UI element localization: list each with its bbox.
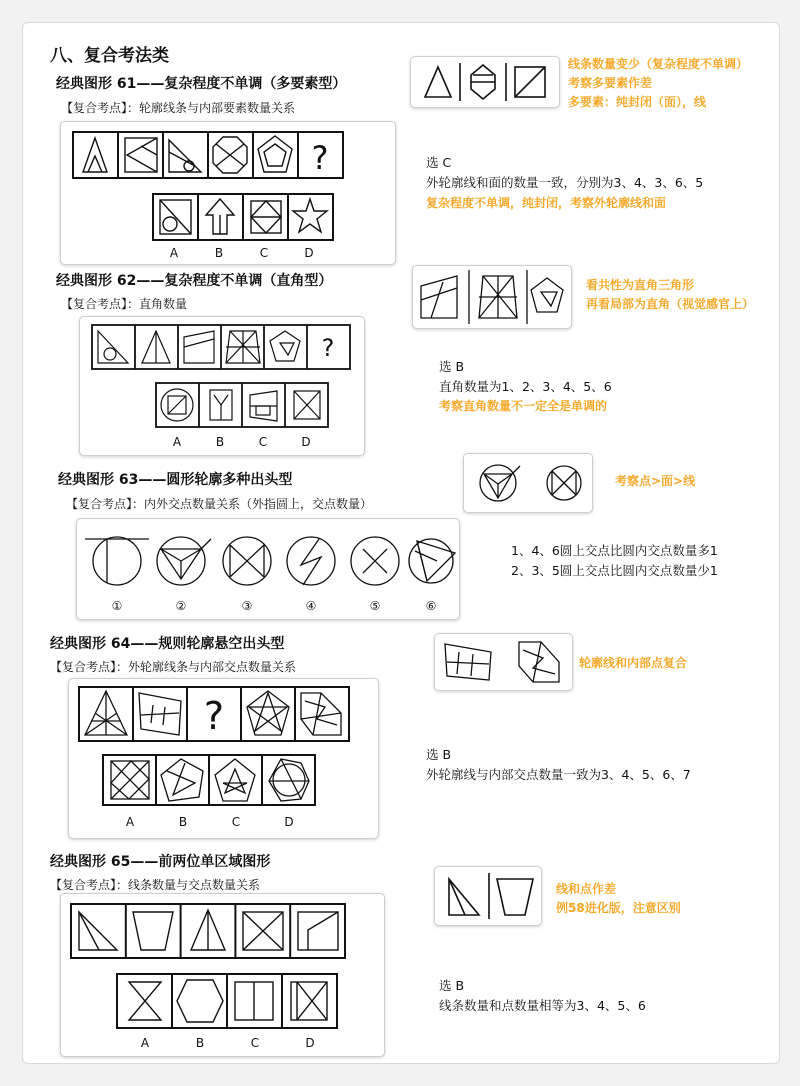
example-63-explanation-1: 1、4、6圆上交点比圆内交点数量多1 [511,543,718,558]
section-title: 八、复合考法类 [50,46,169,66]
example-61-option-c: C [259,246,269,260]
example-62-hint-figures [413,266,571,328]
example-61-title: 经典图形 61——复杂程度不单调（多要素型） [56,76,347,92]
example-65-figures [61,894,384,1056]
example-61-option-a: A [169,246,179,260]
example-63-title: 经典图形 63——圆形轮廓多种出头型 [58,472,293,488]
example-64-hint-card [434,633,573,691]
example-65-option-c: C [250,1036,260,1050]
example-61-puzzle [60,121,396,265]
example-63-label-3: ③ [241,599,253,613]
example-65-answer: 选 B [439,978,465,993]
example-64-explanation: 外轮廓线与内部交点数量一致为3、4、5、6、7 [426,767,691,782]
example-65-option-a: A [140,1036,150,1050]
example-65-explanation: 线条数量和点数量相等为3、4、5、6 [439,998,646,1013]
example-65-note-2: 例58进化版，注意区别 [556,901,681,915]
example-62-explanation: 直角数量为1、2、3、4、5、6 [439,379,612,394]
example-62-note-2: 再看局部为直角（视觉感官上） [586,297,755,311]
example-63-keypoint: 【复合考点】：内外交点数量关系（外指圆上，交点数量） [66,497,373,511]
example-64-option-a: A [125,815,135,829]
example-63-figures [77,519,459,619]
example-62-option-a: A [172,435,182,449]
example-61-figures [61,122,395,264]
example-62-title: 经典图形 62——复杂程度不单调（直角型） [56,273,333,289]
example-63-label-1: ① [111,599,123,613]
example-63-explanation-2: 2、3、5圆上交点比圆内交点数量少1 [511,563,718,578]
example-62-option-d: D [301,435,311,449]
example-61-question-mark: ? [311,139,329,177]
example-64-option-d: D [284,815,294,829]
example-63-hint-card [463,453,593,513]
example-65-option-d: D [305,1036,315,1050]
example-65-note-1: 线和点作差 [556,882,617,896]
example-63-puzzle [76,518,460,620]
example-63-hint-figures [464,454,592,512]
page [22,22,780,1064]
example-65-keypoint: 【复合考点】：线条数量与交点数量关系 [50,878,261,892]
example-63-label-5: ⑤ [369,599,381,613]
example-65-puzzle [60,893,385,1057]
example-64-option-c: C [231,815,241,829]
example-61-hint-figures [411,57,559,107]
example-65-option-b: B [195,1036,205,1050]
example-61-keypoint: 【复合考点】：轮廓线条与内部要素数量关系 [61,101,296,115]
example-61-note-3: 多要素：纯封闭（面），线 [568,95,707,109]
example-62-question-mark: ? [321,334,335,362]
example-64-option-b: B [178,815,188,829]
example-64-figures [69,679,378,838]
example-64-title: 经典图形 64——规则轮廓悬空出头型 [50,636,285,652]
example-64-question-mark: ? [203,694,225,738]
example-65-title: 经典图形 65——前两位单区域图形 [50,854,271,870]
example-65-hint-figures [435,867,541,925]
example-61-explanation: 外轮廓线和面的数量一致，分别为3、4、3、6、5 [426,175,704,190]
example-61-note-2: 考察多要素作差 [568,76,653,90]
example-64-note-1: 轮廓线和内部点复合 [579,656,688,670]
example-63-note-1: 考察点>面>线 [615,474,696,488]
example-62-answer: 选 B [439,359,465,374]
example-61-note-1: 线条数量变少（复杂程度不单调） [568,57,749,71]
example-64-hint-figures [435,634,572,690]
example-61-option-b: B [214,246,224,260]
example-62-note-1: 看共性为直角三角形 [586,278,695,292]
example-62-highlight: 考察直角数量不一定全是单调的 [439,399,608,413]
example-61-hint-card [410,56,560,108]
example-63-label-6: ⑥ [425,599,437,613]
example-62-puzzle [79,316,365,456]
example-62-option-c: C [258,435,268,449]
example-61-option-d: D [304,246,314,260]
example-62-keypoint: 【复合考点】：直角数量 [61,297,188,311]
example-62-option-b: B [215,435,225,449]
example-65-hint-card [434,866,542,926]
example-61-answer: 选 C [426,155,452,170]
example-64-keypoint: 【复合考点】：外轮廓线条与内部交点数量关系 [50,660,297,674]
example-61-highlight: 复杂程度不单调，纯封闭，考察外轮廓线和面 [426,196,667,210]
example-63-label-4: ④ [305,599,317,613]
example-64-puzzle [68,678,379,839]
example-63-label-2: ② [175,599,187,613]
example-64-answer: 选 B [426,747,452,762]
example-62-hint-card [412,265,572,329]
